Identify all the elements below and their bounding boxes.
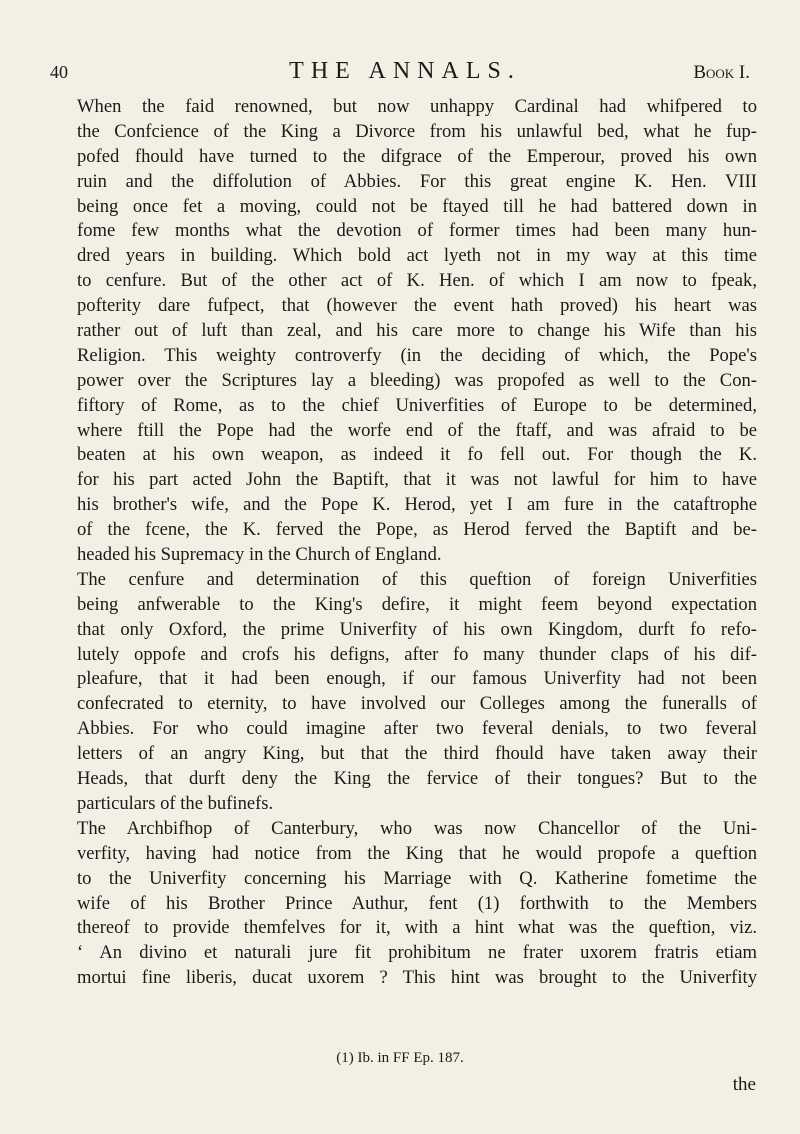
text-line: pleafure, that it had been enough, if our famous Univerfity had not been: [77, 668, 757, 690]
text-line: power over the Scriptures lay a bleeding) was propofed as well to the Con-: [77, 369, 757, 391]
text-line: verfity, having had notice from the King that he would propofe a queftion: [77, 842, 757, 864]
text-line: his brother's wife, and the Pope K. Herod, yet I am fure in the cataftrophe: [77, 494, 757, 516]
book-label: Book I.: [693, 62, 750, 83]
page-number: 40: [50, 62, 68, 82]
text-line: dred years in building. Which bold act lyeth not in my way at this time: [77, 245, 757, 267]
text-line: where ftill the Pope had the worfe end of the ftaff, and was afraid to be: [77, 419, 757, 441]
text-line: Religion. This weighty controverfy (in the deciding of which, the Pope's: [77, 344, 757, 366]
text-line: being anfwerable to the King's defire, it might feem beyond expectation: [77, 593, 757, 615]
text-line: headed his Supremacy in the Church of England.: [77, 544, 442, 566]
text-line: The Archbifhop of Canterbury, who was now Chancellor of the Uni-: [77, 817, 757, 839]
text-line: the Confcience of the King a Divorce from his unlawful bed, what he fup-: [77, 120, 757, 142]
text-line: wife of his Brother Prince Authur, fent (1) forthwith to the Members: [77, 892, 757, 914]
text-line: mortui fine liberis, ducat uxorem ? This hint was brought to the Univerfity: [77, 967, 757, 989]
text-line: beaten at his own weapon, as indeed it fo fell out. For though the K.: [77, 444, 757, 466]
text-line: letters of an angry King, but that the third fhould have taken away their: [77, 743, 757, 765]
running-title: THE ANNALS.: [289, 58, 521, 84]
text-line: pofed fhould have turned to the difgrace of the Emperour, proved his own: [77, 145, 757, 167]
body-text: [77, 95, 757, 991]
text-line: fiftory of Rome, as to the chief Univerfities of Europe to be determined,: [77, 394, 757, 416]
text-line: Abbies. For who could imagine after two feveral denials, to two feveral: [77, 718, 757, 740]
text-line: pofterity dare fufpect, that (however the event hath proved) his heart was: [77, 295, 757, 317]
text-line: of the fcene, the K. ferved the Pope, as Herod ferved the Baptift and be-: [77, 519, 757, 541]
text-line: ‘ An divino et naturali jure fit prohibitum ne frater uxorem fratris etiam: [77, 942, 757, 964]
footnote: (1) Ib. in FF Ep. 187.: [336, 1050, 464, 1066]
text-line: to the Univerfity concerning his Marriage with Q. Katherine fometime the: [77, 867, 757, 889]
text-line: confecrated to eternity, to have involved our Colleges among the funeralls of: [77, 693, 757, 715]
text-line: being once fet a moving, could not be ftayed till he had battered down in: [77, 195, 757, 217]
text-line: thereof to provide themfelves for it, with a hint what was the queftion, viz.: [77, 917, 757, 939]
text-line: particulars of the bufinefs.: [77, 792, 274, 814]
text-line: that only Oxford, the prime Univerfity of his own Kingdom, durft fo refo-: [77, 618, 757, 640]
text-line: Heads, that durft deny the King the fervice of their tongues? But to the: [77, 768, 757, 790]
text-line: to cenfure. But of the other act of K. Hen. of which I am now to fpeak,: [77, 270, 757, 292]
text-line: rather out of luft than zeal, and his care more to change his Wife than his: [77, 320, 757, 342]
text-line: fome few months what the devotion of former times had been many hun-: [77, 220, 757, 242]
text-line: for his part acted John the Baptift, that it was not lawful for him to have: [77, 469, 757, 491]
catchword: the: [732, 1074, 756, 1095]
text-line: lutely oppofe and crofs his defigns, after fo many thunder claps of his dif-: [77, 643, 757, 665]
text-line: The cenfure and determination of this queftion of foreign Univerfities: [77, 568, 757, 590]
text-line: ruin and the diffolution of Abbies. For this great engine K. Hen. VIII: [77, 170, 757, 192]
page-header: [50, 58, 750, 88]
text-line: When the faid renowned, but now unhappy Cardinal had whifpered to: [77, 96, 757, 117]
